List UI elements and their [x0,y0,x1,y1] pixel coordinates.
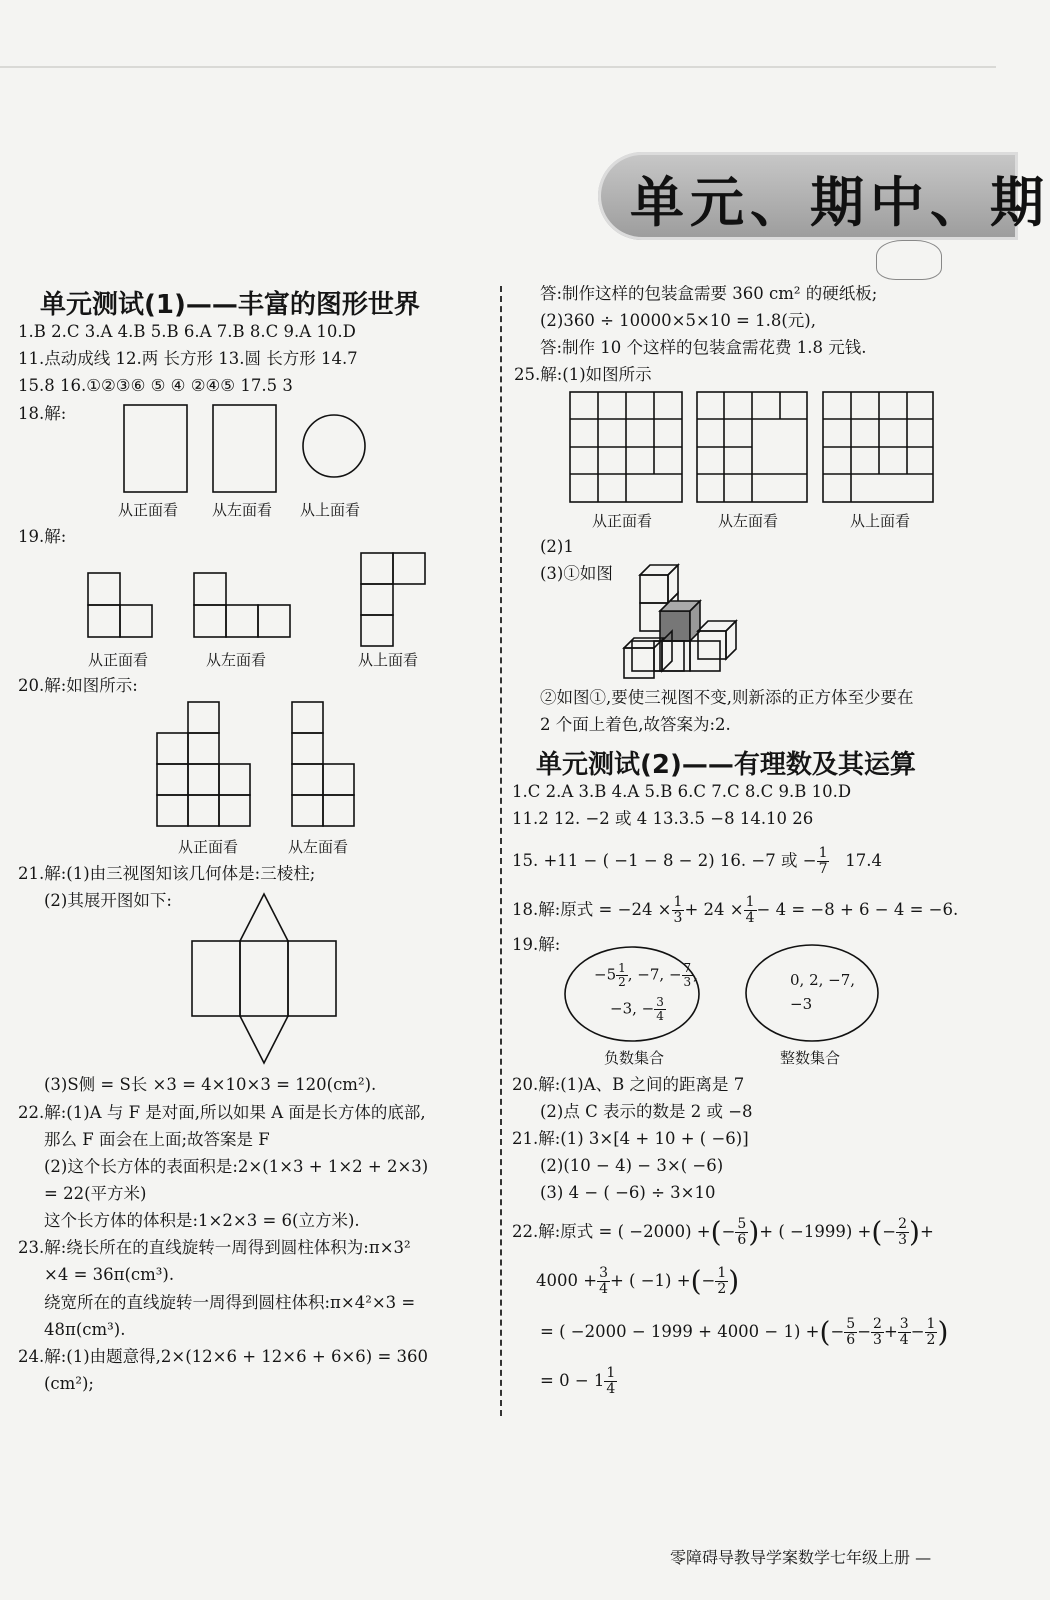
answer-25: 25.解:(1)如图所示 [514,365,652,384]
q20-caption-left: 从左面看 [288,838,349,856]
answer-24: 24.解:(1)由题意得,2×(12×6 + 12×6 + 6×6) = 360 [18,1347,429,1366]
page-footer: 零障碍导教导学案数学七年级上册 — [670,1548,932,1567]
answer-25-part3: (3)①如图 [540,564,613,583]
q18-caption-top: 从上面看 [300,501,361,519]
answer-25-part3b: ②如图①,要使三视图不变,则新添的正方体至少要在 [540,688,914,707]
answer-24-conclusion-2: 答:制作 10 个这样的包装盒需花费 1.8 元钱. [540,338,867,357]
answer-11-14: 11.点动成线 12.两 长方形 13.圆 长方形 14.7 [18,349,358,368]
integer-set-caption: 整数集合 [780,1049,841,1067]
answer2-22-line4: = 0 − 1 $\frac{1}{4}$ [540,1365,616,1397]
answer-21: 21.解:(1)由三视图知该几何体是:三棱柱; [18,864,316,883]
unit-test-1-heading: 单元测试(1)——丰富的图形世界 [40,290,420,320]
answer2-21-part2: (2)(10 − 4) − 3×( −6) [540,1156,724,1175]
answer-24-part2: (2)360 ÷ 10000×5×10 = 1.8(元), [540,311,816,330]
answer-25-conclusion: 2 个面上着色,故答案为:2. [540,715,731,734]
answer-22-line2: 那么 F 面会在上面;故答案是 F [44,1130,270,1149]
answer2-20: 20.解:(1)A、B 之间的距离是 7 [512,1075,745,1094]
fraction-1-4: $\frac{1}{4}$ [745,894,755,926]
answer-23-line3: 绕宽所在的直线旋转一周得到圆柱体积:π×4²×3 = [44,1293,416,1312]
answer-19: 19.解: [18,527,67,546]
integer-set-ellipse [746,945,878,1041]
answer-23-line2: ×4 = 36π(cm³). [44,1265,175,1284]
q25-caption-left: 从左面看 [718,512,779,530]
answer2-1-10: 1.C 2.A 3.B 4.A 5.B 6.C 7.C 8.C 9.B 10.D [512,782,852,801]
answer-23: 23.解:绕长所在的直线旋转一周得到圆柱体积为:π×3² [18,1238,411,1257]
answer2-18: 18.解:原式 = −24 × $\frac{1}{3}$ + 24 × $\frac{1}{4}$ − 4 = −8 + 6 − 4 = −6. [512,894,959,926]
negative-set-line1: −5 $\frac{1}{2}$ , −7, − $\frac{7}{3}$ , [594,961,698,989]
answer2-19: 19.解: [512,935,561,954]
answer-25-part2: (2)1 [540,537,574,556]
answer-22-line4: = 22(平方米) [44,1184,147,1203]
answer-22-line5: 这个长方体的体积是:1×2×3 = 6(立方米). [44,1211,360,1230]
answer-24-conclusion-1: 答:制作这样的包装盒需要 360 cm² 的硬纸板; [540,284,878,303]
q25-cube-stack [624,565,736,678]
unit-test-2-heading: 单元测试(2)——有理数及其运算 [536,750,916,780]
fraction-1-7: $\frac{1}{7}$ [818,845,828,877]
q25-caption-top: 从上面看 [850,512,911,530]
answer-24-line2: (cm²); [44,1374,94,1393]
q25-left-view [697,392,807,502]
integer-set-line1: 0, 2, −7, [790,971,856,989]
answer-21-part3: (3)S侧 = S长 ×3 = 4×10×3 = 120(cm²). [44,1075,377,1094]
q19-caption-left: 从左面看 [206,651,267,669]
q19-caption-front: 从正面看 [88,651,149,669]
answer-21-part2: (2)其展开图如下: [44,891,172,910]
answer2-22-line1: 22.解:原式 = ( −2000) +(− $\frac{5}{6}$ )+ ( −1999) +(− $\frac{2}{3}$ )+ [512,1215,934,1249]
answer-15-17: 15.8 16.①②③⑥ ⑤ ④ ②④⑤ 17.5 3 [18,376,293,395]
fraction-1-3: $\frac{1}{3}$ [673,894,683,926]
negative-set-line2: −3, − $\frac{3}{4}$ [610,995,664,1023]
answer-23-line4: 48π(cm³). [44,1320,126,1339]
answer-18: 18.解: [18,404,67,423]
answer-1-10: 1.B 2.C 3.A 4.B 5.B 6.A 7.B 8.C 9.A 10.D [18,322,356,341]
q20-caption-front: 从正面看 [178,838,239,856]
q25-front-view [570,392,682,502]
q19-caption-top: 从上面看 [358,651,419,669]
banner-title: 单元、期中、期 [630,170,1050,234]
answer2-11-14: 11.2 12. −2 或 4 13.3.5 −8 14.10 26 [512,809,814,828]
answer-22: 22.解:(1)A 与 F 是对面,所以如果 A 面是长方体的底部, [18,1103,426,1122]
answer-20: 20.解:如图所示: [18,676,138,695]
answer-22-line3: (2)这个长方体的表面积是:2×(1×3 + 1×2 + 2×3) [44,1157,429,1176]
q25-top-view [823,392,933,502]
q18-caption-left: 从左面看 [212,501,273,519]
q18-caption-front: 从正面看 [118,501,179,519]
negative-set-caption: 负数集合 [604,1049,665,1067]
answer2-20-part2: (2)点 C 表示的数是 2 或 −8 [540,1102,753,1121]
q25-caption-front: 从正面看 [592,512,653,530]
answer2-22-line3: = ( −2000 − 1999 + 4000 − 1) +(− $\frac{5}{6}$ − $\frac{2}{3}$ + $\frac{3}{4}$ − $\frac{1}{2}$ ) [540,1315,949,1349]
answer2-22-line2: 4000 + $\frac{3}{4}$ + ( −1) +(− $\frac{1}{2}$ ) [536,1264,740,1298]
answer2-21-part3: (3) 4 − ( −6) ÷ 3×10 [540,1183,716,1202]
answer2-15-17: 15. +11 − ( −1 − 8 − 2) 16. −7 或 − $\frac{1}{7}$ 17.4 [512,845,882,877]
integer-set-line2: −3 [790,995,813,1013]
answer2-21: 21.解:(1) 3×[4 + 10 + ( −6)] [512,1129,749,1148]
